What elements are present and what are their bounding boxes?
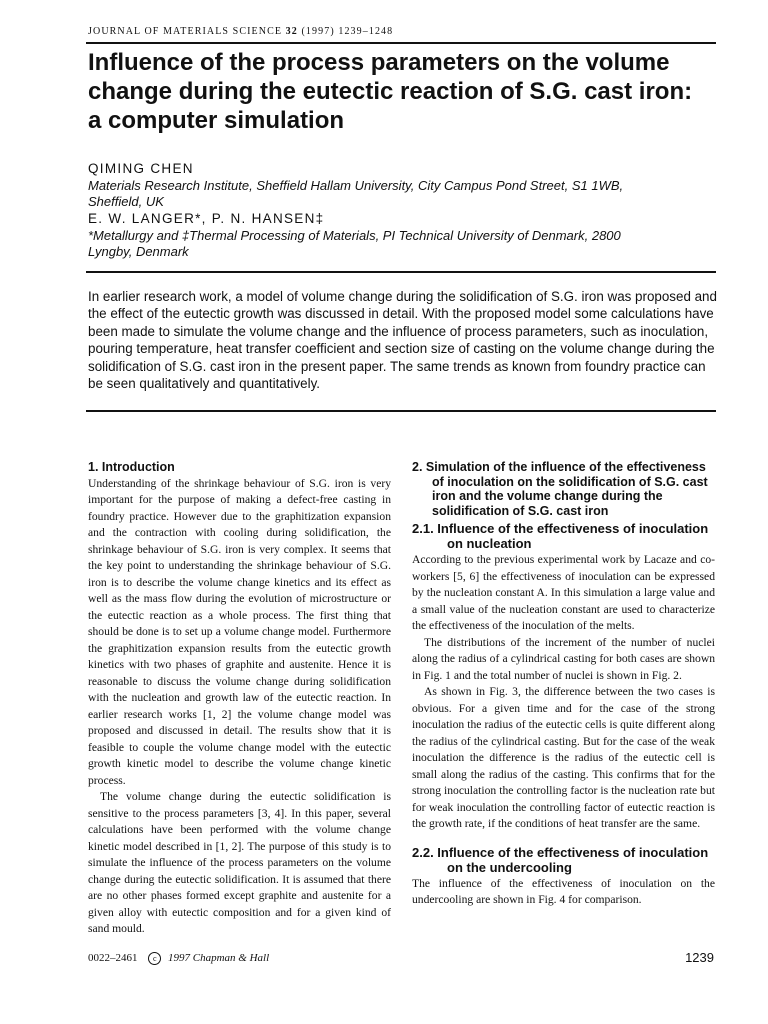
author-name-2: E. W. LANGER*, P. N. HANSEN‡: [88, 211, 325, 226]
body-paragraph: As shown in Fig. 3, the difference between the two cases is obvious. For a given time and for the case of the strong inoculation the radius of the eutectic cells is quite different along the radius of the cylindrical casting. But for the case of the weak inoculation the difference is the radius of the eutectic cell is small along the radius of the casting. This confirms that for the strong inoculation the controlling factor is the nucleation rate but for weak inoculation the controlling factor of eutectic reaction is the growth rate, if the conditions of heat transfer are the same.: [412, 685, 715, 830]
journal-volume: 32: [285, 26, 298, 37]
body-paragraph: The volume change during the eutectic solidification is sensitive to the process parameters [3, 4]. In this paper, several calculations have been performed with the volume change kinetic model described in [1, 2]. The purpose of this study is to simulate the influence of the process parameters on the volume change during the eutectic solidification. It is assumed that there are no other phases formed except graphite and austenite for a given alloy with eutectic composition and for a given kind of sand mould.: [88, 790, 391, 935]
journal-year-pages: (1997) 1239–1248: [301, 26, 394, 37]
journal-header: [88, 26, 393, 37]
publisher: 1997 Chapman & Hall: [168, 952, 270, 964]
body-paragraph: According to the previous experimental work by Lacaze and co-workers [5, 6] the effectiveness of inoculation can be expressed by the nucleation constant A. In this simulation a large value and a small value of the nucleation constant are used to characterize the effectiveness of the inoculation of the melts.: [412, 553, 715, 632]
body-paragraph: The distributions of the increment of the number of nuclei along the radius of a cylindrical casting for both cases are shown in Fig. 1 and the total number of nuclei is shown in Fig. 2.: [412, 635, 715, 682]
section-heading-simulation: 2. Simulation of the influence of the effectiveness of inoculation on the solidification of S.G. cast iron and the volume change during the solidification of S.G. cast iron: [412, 460, 708, 518]
issn-code: 0022–2461: [88, 952, 138, 964]
affiliation-line: Materials Research Institute, Sheffield Hallam University, City Campus Pond Street, S1 1WB,: [88, 178, 624, 193]
subsection-heading-undercooling: 2.2. Influence of the effectiveness of inoculation on the undercooling: [412, 844, 709, 875]
affiliation-line: Sheffield, UK: [88, 194, 164, 209]
body-paragraph: The influence of the effectiveness of inoculation on the undercooling are shown in Fig. 4 for comparison.: [412, 876, 715, 906]
subsection-heading-nucleation: 2.1. Influence of the effectiveness of inoculation on nucleation: [412, 521, 709, 551]
affiliation-line: *Metallurgy and ‡Thermal Processing of Materials, PI Technical University of Denmark, 2800: [88, 228, 621, 243]
abstract-bottom-rule: [86, 410, 716, 412]
right-column: [412, 460, 715, 909]
page-number: 1239: [685, 950, 714, 965]
journal-name: JOURNAL OF MATERIALS SCIENCE: [88, 26, 283, 37]
author-affiliation-2: [88, 228, 728, 260]
abstract: In earlier research work, a model of volume change during the solidification of S.G. iron was proposed and the effect of the eutectic growth was discussed in detail. With the proposed model some calculations have been made to simulate the volume change and the influence of process parameters, such as inoculation, pouring temperature, heat transfer coefficient and section size of casting on the volume change during the solidification of S.G. cast iron in the present paper. The same trends as known from foundry practice can be seen qualitatively and quantitatively.: [88, 289, 717, 392]
abstract-top-rule: [86, 271, 716, 273]
left-column: [88, 460, 391, 938]
author-name-1: QIMING CHEN: [88, 161, 194, 176]
copyright-icon: c: [148, 952, 161, 965]
paper-title: Influence of the process parameters on the volume change during the eutectic reaction of S.G. cast iron: a computer simulation: [88, 49, 693, 134]
body-paragraph: Understanding of the shrinkage behaviour of S.G. iron is very important for the purpose of making a defect-free casting in foundry practice. However due to the graphitization expansion and the contraction with cooling during solidification, the shrinkage behaviour of S.G. iron is very complex. It seems that the key point to understanding the shrinkage behaviour of S.G. iron is to describe the volume change kinetics and its effect as well as the mass flow during the evolution of microstructure or the eutectic reaction as a whole process. The first thing that should be done is to set up a volume change model. Furthermore the graphitization expansion results from the eutectic growth kinetics with two phases of graphite and austenite. Hence it is reasonable to discuss the volume change during solidification with the nucleation and growth law of the eutectic reaction. In earlier research works [1, 2] the volume change model was proposed and discussed in detail. The results show that it is feasible to couple the volume change model with the eutectic growth kinetic model to describe the volume change kinetic process.: [88, 476, 391, 787]
section-heading-introduction: 1. Introduction: [88, 460, 175, 474]
header-rule: [86, 42, 716, 44]
author-affiliation-1: [88, 178, 728, 210]
footer-copyright: [88, 952, 269, 965]
affiliation-line: Lyngby, Denmark: [88, 244, 189, 259]
